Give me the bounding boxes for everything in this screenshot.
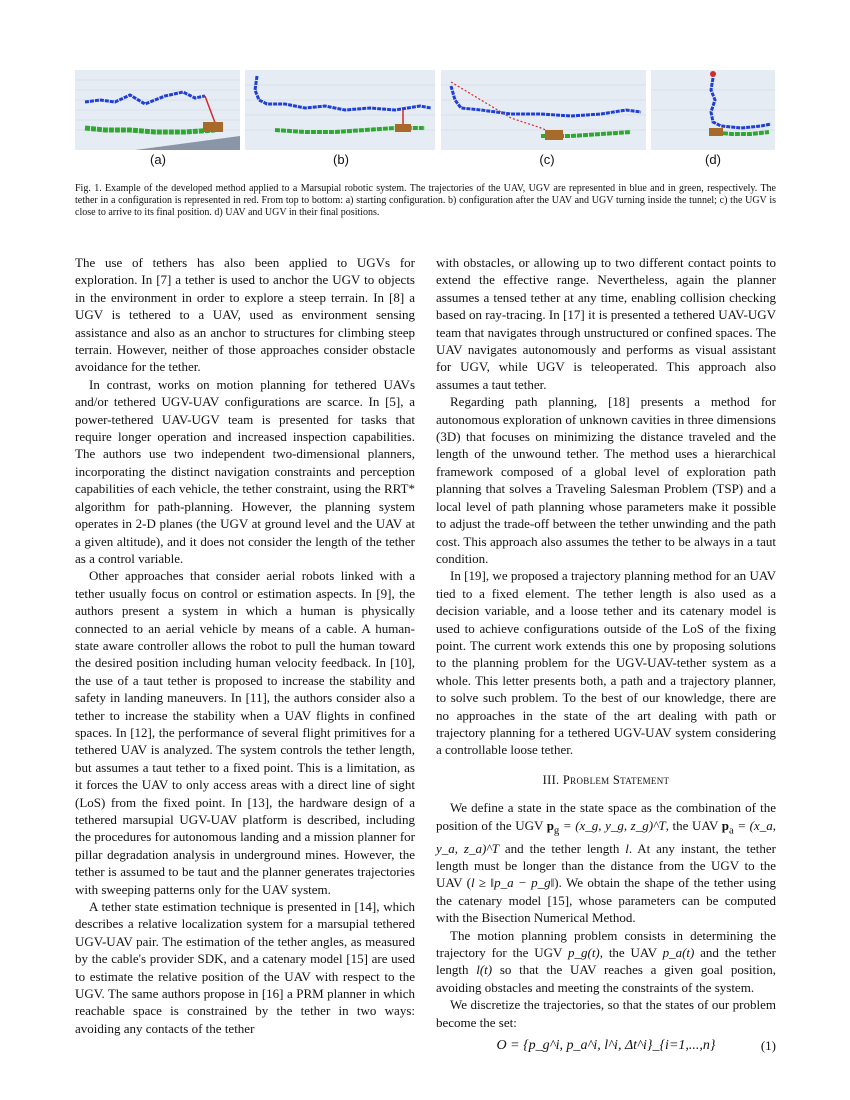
paragraph: In contrast, works on motion planning for tethered UAVs and/or tethered UGV-UAV configurations are scarce. In [5], a power-tethered UAV-UGV team is presented for tasks that require longer operation and increased inspection capabilities. The authors use two independent two-dimensional planners, incorporating the distinct navigation constraints and perception capabilities of each vehicle, the tether constraint, using the RRT* algorithm for path-planning. However, the planning system operates in 2-D planes (the UGV at ground level and the UAV at a given altitude), and it does not consider the length of the tether as a control variable. — [75, 376, 415, 566]
math-length-constraint: l ≥ ‖p_a − p_g‖ — [470, 875, 555, 891]
figure-panel-a — [75, 70, 240, 150]
paragraph: The use of tethers has also been applied to UGVs for exploration. In [7] a tether is used to anchor the UGV to objects in the environment in order to explore a steep terrain. In [8] a UGV is tethered to a UAV, used as environment sensing assistance and also as an anchor to structures for climbing steep terrain. However, neither of those approaches consider obstacle avoidance for the tether. — [75, 255, 415, 375]
figure-panel-d-image — [651, 70, 775, 150]
right-column — [436, 254, 776, 1059]
figure-panel-c-image — [441, 70, 646, 150]
left-column — [75, 254, 415, 1037]
figure-panel-b-label: (b) — [333, 152, 349, 167]
math-uav-trajectory: p_a(t) — [662, 945, 695, 961]
math-tether-trajectory: l(t) — [476, 962, 493, 978]
paragraph: A tether state estimation technique is presented in [14], which describes a relative localization system for a marsupial tethered UGV-UAV pair. The estimation of the tether angles, as measured by the cable's provider SDK, and a catenary model [15] are used to estimate the relative position of the UAV with respect to the UGV. The same authors propose in [16] a PRM planner in which reachable space is constrained by the tether in two ways: avoiding any contacts of the tether — [75, 899, 415, 1036]
equation-body: O = {p_g^i, p_a^i, l^i, Δt^i}_{i=1,...,n} — [496, 1038, 716, 1054]
paragraph: Regarding path planning, [18] presents a method for autonomous exploration of unknown cavities in three dimensions (3D) that focuses on minimizing the distance traveled and the length of the unwound tether. The method uses a hierarchical framework composed of a global level of exploration path planning that solves a Traveling Salesman Problem (TSP) and a local level of path planning whose parameters make it possible to adjust the trade-off between the tether unwinding and the path cost. This approach also assumes the tether to be always in a taut condition. — [436, 394, 776, 566]
figure-panel-b — [245, 70, 435, 150]
paragraph: Other approaches that consider aerial robots linked with a tether usually focus on control or estimation aspects. In [9], the authors present a system in which a human is physically connected to an aerial vehicle by means of a cable. A human-state aware controller allows the robot to pull the human toward the desired position including human velocity feedback. In [10], the use of a taut tether is proposed to increase the stability and safety in landing maneuvers. In [11], the authors consider also a tether to increase the stability when a UAV flights in confined spaces. In [12], the performance of several flight primitives for a tethered UAV is analyzed. The system controls the tether length, but assumes a taut tether to a fixed point. This is a limitation, as it forces the UAV to only access areas with a direct line of sight (LoS) from the fixed point. In [13], the hardware design of a tethered marsupial UGV-UAV platform is described, including the procedures for autonomous landing and a mission planner for pillar degradation analysis in underground mines. However, the tether is assumed to be taut and the planner generates trajectories with sweeping patterns only for the UAV system. — [75, 568, 415, 897]
equation-1 — [436, 1037, 776, 1059]
paragraph-motion-planning: The motion planning problem consists in determining the trajectory for the UGV p_g(t), the UAV p_a(t) and the tether length l(t) so that the UAV reaches a given goal position, avoiding obstacles and meeting the constraints of the system. — [436, 927, 776, 995]
section-number: III. — [542, 772, 560, 787]
math-uav-coords: = (x_a, y_a, z_a)^T — [436, 817, 776, 856]
paragraph: with obstacles, or allowing up to two different contact points to extend the effective range. Nevertheless, again the planner assumes a tensed tether at any time, enabling collision checking based on ray-tracing. In [17] it is presented a tethered UAV-UGV team that navigates through unstructured or confined spaces. The UAV navigates autonomously and performs as visual assistant for UGV, while UGV is teleoperated. This approach also assumes a taut tether. — [436, 255, 776, 392]
ugv-robot — [395, 124, 411, 132]
math-ugv-trajectory: p_g(t) — [567, 945, 600, 961]
paragraph: We discretize the trajectories, so that the states of our problem become the set: — [436, 997, 776, 1030]
figure-panel-a-image — [75, 70, 240, 150]
ugv-robot — [545, 130, 563, 140]
ugv-robot — [709, 128, 723, 136]
paragraph: In [19], we proposed a trajectory planning method for an UAV tied to a fixed element. The tether length is also used as a decision variable, and a loose tether and its catenary model is used to achieve configurations outside of the LoS of the fixing point. The current work extends this one by proposing solutions to the planning problem for the UGV-UAV-tether system as a whole. This letter presents both, a path and a trajectory planner, to solve such problem. To the best of our knowledge, there are no approaches in the state of the art dealing with path or trajectory planning for a tethered UGV-UAV system considering a controllable loose tether. — [436, 568, 776, 758]
figure-panel-a-label: (a) — [150, 152, 166, 167]
figure-panel-c-label: (c) — [539, 152, 555, 167]
math-ugv-coords: = (x_g, y_g, z_g)^T — [559, 817, 666, 833]
equation-number: (1) — [760, 1038, 776, 1054]
figure-panel-b-image — [245, 70, 435, 150]
paragraph-state-definition: We define a state in the state space as the combination of the position of the UGV $p_g$ = (x_g, y_g, z_g)^T, the UAV $p_a$ = (x_a, y_a, z_a)^T and the tether length l. At any instant, the tether length must be longer than the distance from the UGV to the UAV (l ≥ ‖p_a − p_g‖). We obtain the shape of the tether using the catenary model [15], whose parameters can be computed with the Bisection Numerical Method. — [436, 800, 776, 926]
figure-panel-d-label: (d) — [705, 152, 721, 167]
section-title: Problem Statement — [562, 772, 670, 787]
goal-marker — [710, 71, 716, 77]
section-heading — [436, 772, 776, 789]
figure-1 — [75, 70, 775, 165]
math-uav-position: p — [721, 817, 729, 833]
figure-caption: Fig. 1. Example of the developed method applied to a Marsupial robotic system. The trajectories of the UAV, UGV are represented in blue and in green, respectively. The tether in a configuration is represented in red. From top to bottom: a) starting configuration. b) configuration after the UAV and UGV turning inside the tunnel; c) the UGV is close to arrive to its final position. d) UAV and UGV in their final positions. — [75, 183, 776, 219]
figure-panel-c — [441, 70, 646, 150]
figure-panel-d — [651, 70, 775, 150]
ugv-robot — [203, 122, 223, 132]
math-tether-length: l — [625, 840, 629, 856]
math-ugv-position: p — [546, 817, 554, 833]
